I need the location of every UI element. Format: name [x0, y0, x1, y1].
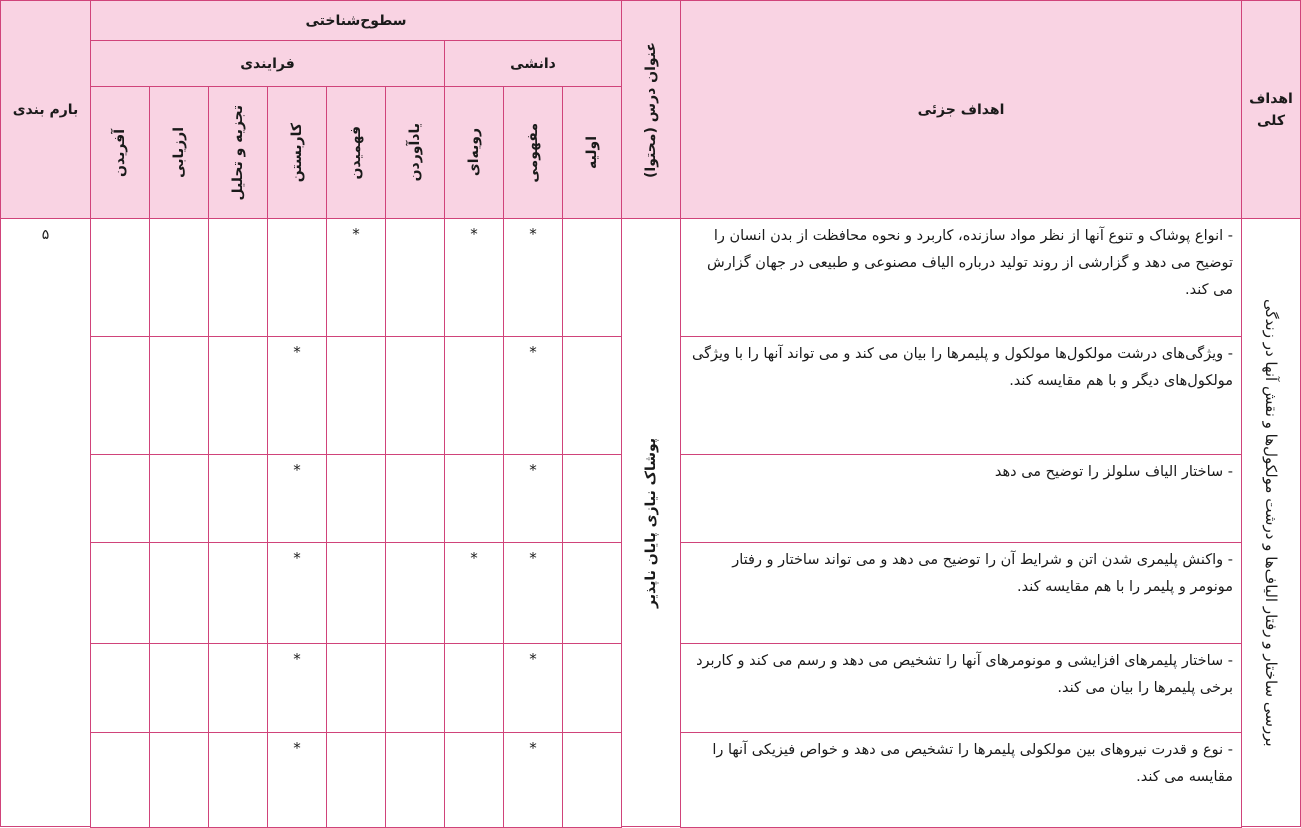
cell-afaridan-3 — [90, 454, 150, 543]
lesson-title-cell — [621, 218, 681, 827]
cell-afaridan-2 — [90, 336, 150, 455]
general-objectives-header: اهداف کلی — [1241, 0, 1301, 219]
cell-fahmidan-2 — [326, 336, 386, 455]
mark-star: * — [470, 225, 478, 243]
cell-tajzie-2 — [208, 336, 268, 455]
cell-avalie-1 — [562, 218, 622, 337]
cell-fahmidan-6 — [326, 732, 386, 828]
cell-ravandi-3 — [444, 454, 504, 543]
cell-mafhoomi-5 — [503, 643, 563, 733]
cell-yadavardan-2 — [385, 336, 445, 455]
cell-karbastan-1 — [267, 218, 327, 337]
cell-ravandi-5 — [444, 643, 504, 733]
cell-afaridan-4 — [90, 542, 150, 644]
cell-afaridan-1 — [90, 218, 150, 337]
cell-arzyabi-6 — [149, 732, 209, 828]
level-mafhoomi: مفهومی — [503, 86, 563, 219]
cell-arzyabi-4 — [149, 542, 209, 644]
mark-star: * — [293, 549, 301, 567]
lesson-title-header — [621, 0, 681, 219]
mark-star: * — [293, 739, 301, 757]
objective-6: - نوع و قدرت نیروهای بین مولکولی پلیمرها را تشخیص می دهد و خواص فیزیکی آنها را مقایسه می کند. — [680, 732, 1242, 828]
general-goal-cell — [1241, 218, 1301, 827]
cell-afaridan-5 — [90, 643, 150, 733]
cell-mafhoomi-1 — [503, 218, 563, 337]
cell-yadavardan-4 — [385, 542, 445, 644]
cell-avalie-4 — [562, 542, 622, 644]
cell-karbastan-6 — [267, 732, 327, 828]
cell-avalie-3 — [562, 454, 622, 543]
cell-mafhoomi-4 — [503, 542, 563, 644]
level-karbastan: کاربستن — [267, 86, 327, 219]
mark-star: * — [529, 739, 537, 757]
cell-avalie-6 — [562, 732, 622, 828]
lesson-title: پوشاک نیازی پایان ناپذیر — [643, 437, 659, 608]
knowledge-header: دانشی — [444, 40, 622, 87]
mark-star: * — [293, 461, 301, 479]
cell-fahmidan-5 — [326, 643, 386, 733]
lesson-title-header-text: عنوان درس (محتوا) — [643, 41, 659, 178]
cell-yadavardan-3 — [385, 454, 445, 543]
process-header: فرایندی — [90, 40, 445, 87]
partial-objectives-header: اهداف جزئی — [680, 0, 1242, 219]
cell-fahmidan-1 — [326, 218, 386, 337]
level-tajzie: تجزیه و تحلیل — [208, 86, 268, 219]
mark-star: * — [293, 650, 301, 668]
cell-tajzie-6 — [208, 732, 268, 828]
cell-fahmidan-4 — [326, 542, 386, 644]
scoring-header: بارم بندی — [0, 0, 91, 219]
cell-yadavardan-5 — [385, 643, 445, 733]
cell-fahmidan-3 — [326, 454, 386, 543]
cell-karbastan-3 — [267, 454, 327, 543]
cell-mafhoomi-2 — [503, 336, 563, 455]
cell-arzyabi-2 — [149, 336, 209, 455]
mark-star: * — [470, 549, 478, 567]
cell-tajzie-5 — [208, 643, 268, 733]
cell-mafhoomi-6 — [503, 732, 563, 828]
cell-afaridan-6 — [90, 732, 150, 828]
level-arzyabi: ارزیابی — [149, 86, 209, 219]
cell-tajzie-3 — [208, 454, 268, 543]
level-ravandi: رویه‌ای — [444, 86, 504, 219]
cell-karbastan-5 — [267, 643, 327, 733]
cell-ravandi-1 — [444, 218, 504, 337]
cell-ravandi-4 — [444, 542, 504, 644]
level-fahmidan: فهمیدن — [326, 86, 386, 219]
cell-ravandi-6 — [444, 732, 504, 828]
level-avalie: اولیه — [562, 86, 622, 219]
level-afaridan: آفریدن — [90, 86, 150, 219]
mark-star: * — [529, 225, 537, 243]
cell-karbastan-2 — [267, 336, 327, 455]
mark-star: * — [529, 650, 537, 668]
mark-star: * — [293, 343, 301, 361]
cell-ravandi-2 — [444, 336, 504, 455]
mark-star: * — [529, 461, 537, 479]
objective-1: - انواع پوشاک و تنوع آنها از نظر مواد سازنده، کاربرد و نحوه محافظت از بدن انسان را توضیح می دهد و گزارشی از روند تولید درباره الیاف مصنوعی و طبیعی در جهان گزارش می کند. — [680, 218, 1242, 337]
cell-yadavardan-6 — [385, 732, 445, 828]
cell-mafhoomi-3 — [503, 454, 563, 543]
cell-tajzie-1 — [208, 218, 268, 337]
cell-karbastan-4 — [267, 542, 327, 644]
cell-avalie-5 — [562, 643, 622, 733]
objective-2: - ویژگی‌های درشت مولکول‌ها مولکول و پلیمرها را بیان می کند و می تواند آنها را با ویژگی مولکول‌های دیگر و با هم مقایسه کند. — [680, 336, 1242, 455]
mark-star: * — [529, 343, 537, 361]
objective-3: - ساختار الیاف سلولز را توضیح می دهد — [680, 454, 1242, 543]
objective-5: - ساختار پلیمرهای افزایشی و مونومرهای آنها را تشخیص می دهد و رسم می کند و کاربرد برخی پلیمرها را بیان می کند. — [680, 643, 1242, 733]
mark-star: * — [352, 225, 360, 243]
cell-yadavardan-1 — [385, 218, 445, 337]
cognitive-levels-header: سطوح‌شناختی — [90, 0, 622, 41]
score-cell: ۵ — [0, 218, 91, 827]
cell-arzyabi-1 — [149, 218, 209, 337]
cell-tajzie-4 — [208, 542, 268, 644]
level-yadavardan: یادآوردن — [385, 86, 445, 219]
general-goal: بررسی ساختار و رفتار الیاف‌ها و درشت مولکول‌ها و نقش آنها در زندگی — [1262, 298, 1280, 747]
cell-arzyabi-3 — [149, 454, 209, 543]
mark-star: * — [529, 549, 537, 567]
objective-4: - واکنش پلیمری شدن اتن و شرایط آن را توضیح می دهد و می تواند ساختار و رفتار مونومر و پلیمر را با هم مقایسه کند. — [680, 542, 1242, 644]
cell-arzyabi-5 — [149, 643, 209, 733]
cell-avalie-2 — [562, 336, 622, 455]
